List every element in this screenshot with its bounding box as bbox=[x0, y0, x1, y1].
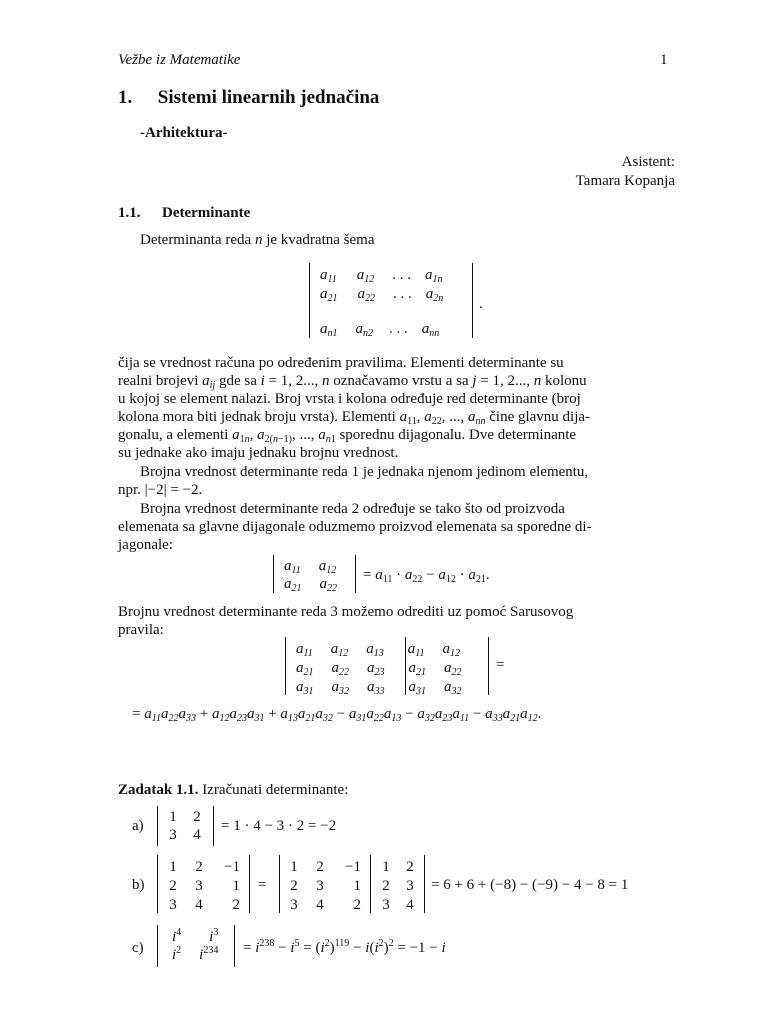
zadatak-heading bbox=[118, 781, 348, 799]
b-ext-cell: 1 bbox=[382, 859, 390, 875]
b-left-cell: 4 bbox=[195, 897, 203, 913]
a-bar-left bbox=[157, 806, 158, 846]
section-title bbox=[118, 87, 379, 109]
section-number: 1. bbox=[118, 87, 133, 108]
b-right-cell: 2 bbox=[353, 897, 361, 913]
b-right-cell: 3 bbox=[290, 897, 298, 913]
item-c-label: c) bbox=[132, 940, 144, 956]
b-bar-1 bbox=[157, 855, 158, 913]
b-right-cell: −1 bbox=[345, 859, 361, 875]
a-result: = 1 · 4 − 3 · 2 = −2 bbox=[221, 818, 337, 834]
b-bar-2 bbox=[249, 855, 250, 913]
b-bar-3 bbox=[279, 855, 280, 913]
paragraph-2-line-1: Brojna vrednost determinante reda 1 je jednaka njenom jedinom elementu, bbox=[140, 464, 589, 480]
sarrus-bar-1 bbox=[285, 637, 286, 695]
subsection-number: 1.1. bbox=[118, 205, 141, 221]
sarrus-bar-3 bbox=[488, 637, 489, 695]
a-cell: 2 bbox=[193, 809, 201, 825]
b-ext-cell: 2 bbox=[382, 878, 390, 894]
det-row-2: $a_{21}$ $a_{22}$ . . . $a_{2n}$ bbox=[320, 286, 444, 304]
b-left-cell: 2 bbox=[232, 897, 240, 913]
det2-result: = $a_{11} \cdot a_{22} - a_{12} \cdot a_{21}$. bbox=[363, 567, 490, 585]
a-cell: 1 bbox=[169, 809, 177, 825]
b-right-cell: 2 bbox=[316, 859, 324, 875]
b-bar-4 bbox=[370, 855, 371, 913]
item-a-label: a) bbox=[132, 818, 144, 834]
det-bar-right bbox=[472, 263, 473, 338]
det2-row-2: $a_{21}$ $a_{22}$ bbox=[284, 576, 337, 594]
b-result: = 6 + 6 + (−8) − (−9) − 4 − 8 = 1 bbox=[431, 877, 629, 893]
paragraph-3-line-2: elemenata sa glavne dijagonale oduzmemo proizvod elemenata sa sporedne di- bbox=[118, 519, 592, 535]
paragraph-3-line-3: jagonale: bbox=[118, 537, 173, 553]
b-right-cell: 1 bbox=[353, 878, 361, 894]
b-ext-cell: 3 bbox=[406, 878, 414, 894]
section-title-text: Sistemi linearnih jednačina bbox=[157, 87, 380, 108]
zadatak-label: Zadatak 1.1. bbox=[118, 782, 199, 798]
sarrus-row-2: $a_{21}$ $a_{22}$ $a_{23}$ $a_{21}$ $a_{22}$ bbox=[296, 660, 462, 678]
paragraph-4-line-2: pravila: bbox=[118, 622, 164, 638]
det2-bar-right bbox=[355, 555, 356, 593]
paragraph-1-line-3: u kojoj se element nalazi. Broj vrsta i kolona određuje red determinante (broj bbox=[118, 391, 581, 407]
b-bar-5 bbox=[424, 855, 425, 913]
det-period: . bbox=[479, 296, 483, 312]
b-right-cell: 2 bbox=[290, 878, 298, 894]
b-right-cell: 4 bbox=[316, 897, 324, 913]
c-row-2: $i^2$ $i^{234}$ bbox=[172, 945, 219, 963]
paragraph-1-line-1: čija se vrednost računa po određenim pravilima. Elementi determinante su bbox=[118, 355, 564, 371]
det-bar-left bbox=[309, 263, 310, 338]
det2-bar-left bbox=[273, 555, 274, 593]
item-b-label: b) bbox=[132, 877, 145, 893]
c-bar-right bbox=[234, 925, 235, 967]
b-left-cell: 1 bbox=[232, 878, 240, 894]
b-left-cell: 3 bbox=[169, 897, 177, 913]
paragraph-1-line-2: realni brojevi $a_{ij}$ gde sa i = 1, 2..., n označavamo vrstu a sa j = 1, 2..., n kolonu bbox=[118, 373, 587, 391]
c-bar-left bbox=[157, 925, 158, 967]
paragraph-1-line-4: kolona mora biti jednak broju vrsta). Elementi $a_{11}$, $a_{22}$, ..., $a_{nn}$ čine glavnu dija- bbox=[118, 409, 591, 427]
b-right-cell: 1 bbox=[290, 859, 298, 875]
det2-row-1: $a_{11}$ $a_{12}$ bbox=[284, 558, 337, 576]
zadatak-text: Izračunati determinante: bbox=[202, 782, 349, 798]
b-ext-cell: 4 bbox=[406, 897, 414, 913]
intro-line: Determinanta reda n je kvadratna šema bbox=[140, 232, 375, 248]
page-number: 1 bbox=[660, 52, 668, 68]
b-right-cell: 3 bbox=[316, 878, 324, 894]
paragraph-1-line-6: su jednake ako imaju jednaku brojnu vrednost. bbox=[118, 445, 399, 461]
assistant-label: Asistent: bbox=[621, 154, 675, 170]
c-result: = $i^{238} - i^5 = (i^2)^{119} - i(i^2)^2 = -1 - i$ bbox=[243, 938, 446, 956]
a-cell: 3 bbox=[169, 827, 177, 843]
subsection-title-text: Determinante bbox=[162, 205, 251, 221]
subtitle: -Arhitektura- bbox=[140, 125, 228, 141]
det-row-1: $a_{11}$ $a_{12}$ . . . $a_{1n}$ bbox=[320, 267, 443, 285]
c-row-1: $i^4$ $i^3$ bbox=[172, 927, 219, 945]
b-equals: = bbox=[258, 877, 267, 893]
sarrus-row-1: $a_{11}$ $a_{12}$ $a_{13}$ $a_{11}$ $a_{12}$ bbox=[296, 641, 461, 659]
sarrus-result: = $a_{11}a_{22}a_{33} + a_{12}a_{23}a_{31} + a_{13}a_{21}a_{32} - a_{31}a_{22}a_{13} - a_{32}a_{23}a_{11} - a_{33}a_{21}a_{12}$. bbox=[132, 706, 542, 724]
a-bar-right bbox=[213, 806, 214, 846]
subsection-title bbox=[118, 204, 250, 222]
b-ext-cell: 3 bbox=[382, 897, 390, 913]
paragraph-4-line-1: Brojnu vrednost determinante reda 3 možemo odrediti uz pomoć Sarusovog bbox=[118, 604, 574, 620]
b-left-cell: 3 bbox=[195, 878, 203, 894]
sarrus-equals: = bbox=[496, 657, 505, 673]
running-header: Vežbe iz Matematike bbox=[118, 52, 241, 68]
paragraph-1-line-5: gonalu, a elementi $a_{1n}$, $a_{2(n-1)}$, ..., $a_{n1}$ sporednu dijagonalu. Dve determinante bbox=[118, 427, 577, 445]
b-left-cell: 2 bbox=[169, 878, 177, 894]
paragraph-3-line-1: Brojna vrednost determinante reda 2 određuje se tako što od proizvoda bbox=[140, 501, 565, 517]
b-left-cell: 1 bbox=[169, 859, 177, 875]
b-ext-cell: 2 bbox=[406, 859, 414, 875]
b-left-cell: −1 bbox=[224, 859, 240, 875]
paragraph-2-line-2: npr. |−2| = −2. bbox=[118, 482, 203, 498]
a-cell: 4 bbox=[193, 827, 201, 843]
assistant-name: Tamara Kopanja bbox=[575, 173, 675, 189]
sarrus-row-3: $a_{31}$ $a_{32}$ $a_{33}$ $a_{31}$ $a_{32}$ bbox=[296, 679, 462, 697]
det-row-n: $a_{n1}$ $a_{n2}$ . . . $a_{nn}$ bbox=[320, 321, 440, 339]
b-left-cell: 2 bbox=[195, 859, 203, 875]
